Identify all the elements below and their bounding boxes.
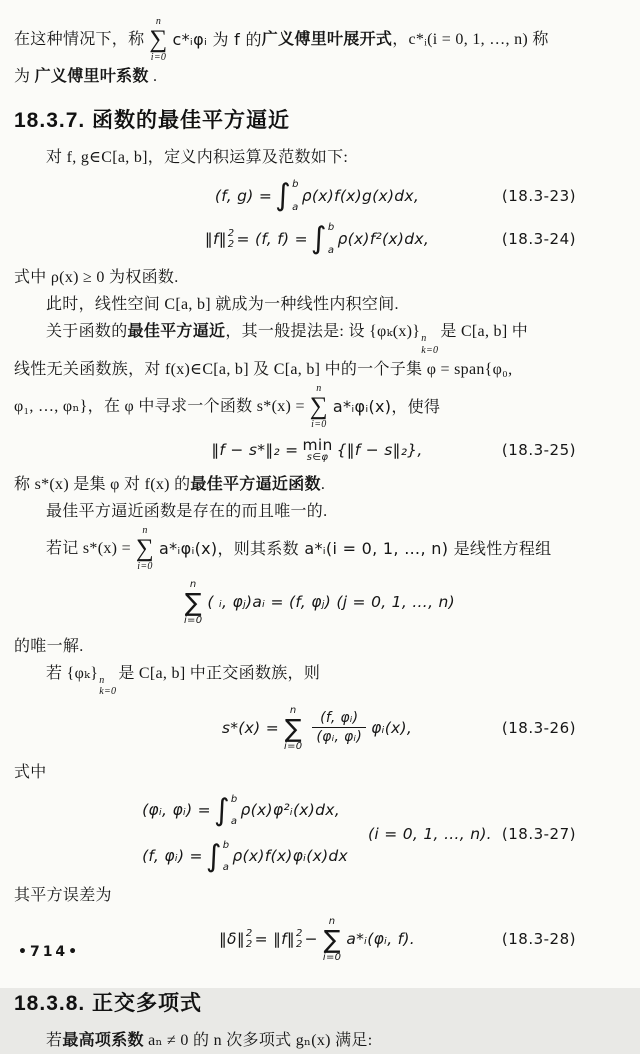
paragraph-coefficients — [14, 525, 620, 572]
set-superscript: n — [421, 333, 427, 344]
eq25-lhs: ‖f − s*‖₂ = — [211, 441, 299, 460]
coef-math-run: a*ᵢφᵢ(x)，则其系数 a*ᵢ(i = 0, 1, …, n) 是线性方程组 — [159, 538, 552, 558]
equation-18-3-26 — [14, 705, 620, 752]
min-under-condition: s∈φ — [306, 452, 329, 464]
integral-upper-limit: b — [222, 839, 230, 851]
intro-paragraph-line-2 — [14, 63, 620, 90]
eq26-rhs: φᵢ(x), — [371, 719, 413, 738]
poly-text: 若 — [46, 1031, 63, 1049]
paragraph-existence-uniqueness: 最佳平方逼近函数是存在的而且唯一的. — [46, 502, 328, 520]
paragraph-orthogonal-family — [14, 660, 620, 698]
called-text: 称 s*(x) 是集 φ 对 f(x) 的 — [14, 475, 191, 493]
paragraph-polynomial-condition — [14, 1027, 620, 1054]
eq27-line-1 — [142, 793, 340, 829]
set-supsub — [421, 333, 438, 356]
equation-number: (18.3-24) — [501, 230, 576, 248]
paragraph-square-error: 其平方误差为 — [14, 886, 112, 904]
term-generalized-fourier-coefficients: 广义傅里叶系数 — [34, 68, 149, 85]
norm-supsub — [246, 928, 253, 951]
equation-number: (18.3-28) — [501, 930, 576, 949]
sigma-symbol: ∑ — [184, 587, 202, 617]
sum-lower-limit: i=0 — [183, 614, 203, 626]
integral-operator — [275, 178, 299, 214]
sum-operator — [149, 16, 167, 63]
term-best-square-approximation: 最佳平方逼近 — [127, 323, 226, 340]
sum-lower-limit: i=0 — [150, 52, 167, 63]
sum-operator — [310, 383, 328, 430]
equation-linear-system — [14, 579, 620, 626]
general-text: 是 C[a, b] 中 — [440, 323, 529, 340]
eq27-l1-lhs: (φᵢ, φᵢ) = — [142, 801, 211, 820]
eq27-line-2 — [142, 839, 348, 875]
eq28-delta-norm: ‖δ‖ — [219, 930, 245, 949]
paragraph-general-line-3 — [14, 383, 620, 430]
equation-18-3-27 — [14, 793, 620, 875]
integral-lower-limit: a — [222, 861, 230, 873]
sum-operator — [323, 916, 341, 963]
term-best-square-approx-function: 最佳平方逼近函数 — [190, 475, 321, 493]
page-number: •714• — [18, 944, 81, 960]
norm-superscript: 2 — [295, 927, 303, 939]
orth-text: 若 {φₖ} — [46, 664, 99, 682]
sum-lower-limit: i=0 — [322, 951, 342, 963]
integral-limits — [223, 839, 230, 875]
eq28-minus-sign: − — [304, 930, 318, 949]
integral-operator — [206, 839, 230, 875]
equation-number: (18.3-26) — [501, 719, 576, 738]
sigma-symbol: ∑ — [149, 26, 168, 53]
min-label: min — [302, 436, 333, 454]
equation-18-3-25 — [14, 437, 620, 464]
norm-superscript: 2 — [227, 227, 235, 239]
paragraph-called-best-approx — [14, 471, 620, 498]
eq26-lhs: s*(x) = — [221, 719, 279, 738]
fraction — [312, 710, 366, 747]
intro-text: ，c*ᵢ(i = 0, 1, …, n) 称 — [392, 30, 549, 48]
intro-text: . — [153, 68, 158, 85]
sigma-symbol: ∑ — [284, 713, 302, 743]
norm-subscript: 2 — [227, 239, 235, 250]
norm-superscript: 2 — [245, 927, 253, 939]
integral-limits — [231, 793, 238, 829]
general-text: 关于函数的 — [46, 323, 128, 340]
section-heading-18-3-7: 18.3.7. 函数的最佳平方逼近 — [14, 109, 291, 132]
term-leading-coefficient: 最高项系数 — [62, 1031, 144, 1049]
eq25-rhs: {‖f − s‖₂}, — [336, 441, 423, 460]
sum-upper-limit: n — [189, 578, 197, 590]
eq24-norm: ‖f‖ — [204, 230, 227, 248]
eq27-l1-rhs: ρ(x)φ²ᵢ(x)dx, — [240, 801, 340, 820]
coef-text: 若记 s*(x) = — [46, 539, 131, 557]
equation-18-3-23 — [14, 178, 620, 214]
intro-paragraph-line-1 — [14, 16, 620, 63]
equation-number: (18.3-27) — [501, 824, 576, 843]
set-supsub — [99, 675, 116, 698]
equation-18-3-28 — [14, 916, 620, 963]
paragraph-unique-solution: 的唯一解. — [14, 637, 84, 655]
sigma-symbol: ∑ — [309, 393, 328, 420]
integral-symbol: ∫ — [213, 792, 230, 828]
intro-text: 在这种情况下，称 — [14, 30, 145, 48]
paragraph-general-line-2: 线性无关函数族，对 f(x)∈C[a, b] 及 C[a, b] 中的一个子集 φ = span{φ₀, — [14, 361, 513, 378]
sum-upper-limit: n — [316, 383, 322, 394]
eq23-rhs: ρ(x)f(x)g(x)dx, — [301, 187, 420, 205]
sum-upper-limit: n — [155, 16, 162, 27]
integral-symbol: ∫ — [310, 221, 327, 256]
integral-operator — [311, 221, 335, 257]
paragraph-weight-function: 式中 ρ(x) ≥ 0 为权函数. — [14, 269, 179, 286]
general-text: φ₁, …, φₙ}，在 φ 中寻求一个函数 s*(x) = — [14, 397, 305, 415]
eq27-equation-column — [142, 793, 348, 875]
fraction-numerator: (f, φᵢ) — [320, 709, 359, 726]
term-generalized-fourier-expansion: 广义傅里叶展开式 — [261, 30, 393, 48]
integral-symbol: ∫ — [205, 838, 222, 874]
norm-supsub — [296, 928, 303, 951]
min-operator — [302, 437, 332, 464]
paragraph-define-inner-product: 对 f, g∈C[a, b]，定义内积运算及范数如下: — [46, 149, 349, 166]
equation-number: (18.3-25) — [501, 441, 576, 460]
intro-text: 为 — [14, 68, 31, 85]
orth-text: 是 C[a, b] 中正交函数族，则 — [118, 664, 321, 682]
sigma-symbol: ∑ — [323, 924, 341, 954]
set-superscript: n — [99, 674, 105, 686]
equation-number: (18.3-23) — [501, 187, 576, 205]
system-body: ( ᵢ, φⱼ)aᵢ = (f, φⱼ) (j = 0, 1, …, n) — [207, 593, 456, 612]
equation-18-3-24 — [14, 221, 620, 257]
intro-math-run: c*ᵢφᵢ 为 f 的 — [172, 29, 262, 49]
integral-symbol: ∫ — [275, 178, 292, 213]
eq27-l2-lhs: (f, φᵢ) = — [142, 847, 203, 866]
eq23-lhs: (f, g) = — [214, 187, 273, 205]
eq28-rhs: a*ᵢ(φᵢ, f). — [346, 930, 415, 949]
called-text: . — [320, 475, 326, 493]
norm-supsub — [228, 228, 235, 251]
integral-lower-limit: a — [327, 245, 335, 256]
integral-limits — [328, 221, 335, 257]
integral-upper-limit: b — [327, 222, 335, 233]
fraction-denominator: (φᵢ, φᵢ) — [312, 727, 366, 747]
integral-upper-limit: b — [230, 793, 238, 805]
eq27-index-condition: (i = 0, 1, …, n). — [368, 824, 492, 843]
paragraph-where: 式中 — [14, 763, 47, 781]
sum-upper-limit: n — [328, 915, 336, 927]
eq24-mid: = (f, f) = — [236, 230, 308, 248]
sigma-symbol: ∑ — [135, 534, 155, 562]
sum-lower-limit: i=0 — [311, 419, 327, 430]
norm-subscript: 2 — [295, 939, 303, 951]
sum-upper-limit: n — [289, 704, 297, 716]
paragraph-general-line-1 — [14, 318, 620, 356]
integral-upper-limit: b — [292, 179, 299, 190]
general-text: ，其一般提法是: 设 {φₖ(x)} — [225, 323, 421, 340]
sum-operator — [284, 705, 302, 752]
sum-lower-limit: i=0 — [137, 560, 153, 572]
set-subscript: k=0 — [421, 344, 439, 356]
integral-lower-limit: a — [292, 202, 299, 213]
sum-lower-limit: i=0 — [283, 740, 303, 752]
paragraph-inner-product-space: 此时，线性空间 C[a, b] 就成为一种线性内积空间. — [46, 296, 399, 313]
eq24-rhs: ρ(x)f²(x)dx, — [337, 230, 430, 248]
eq27-l2-rhs: ρ(x)f(x)φᵢ(x)dx — [232, 847, 349, 866]
integral-lower-limit: a — [230, 815, 238, 827]
integral-limits — [292, 178, 299, 214]
section-heading-18-3-8: 18.3.8. 正交多项式 — [14, 991, 203, 1015]
norm-subscript: 2 — [245, 939, 253, 951]
eq28-f-norm: = ‖f‖ — [254, 930, 295, 949]
sum-upper-limit: n — [142, 524, 148, 536]
integral-operator — [214, 793, 238, 829]
set-subscript: k=0 — [99, 686, 117, 698]
sum-operator — [136, 525, 154, 572]
poly-text: aₙ ≠ 0 的 n 次多项式 gₙ(x) 满足: — [143, 1031, 373, 1049]
general-math-run: a*ᵢφᵢ(x)，使得 — [332, 396, 441, 416]
sum-operator — [184, 579, 202, 626]
